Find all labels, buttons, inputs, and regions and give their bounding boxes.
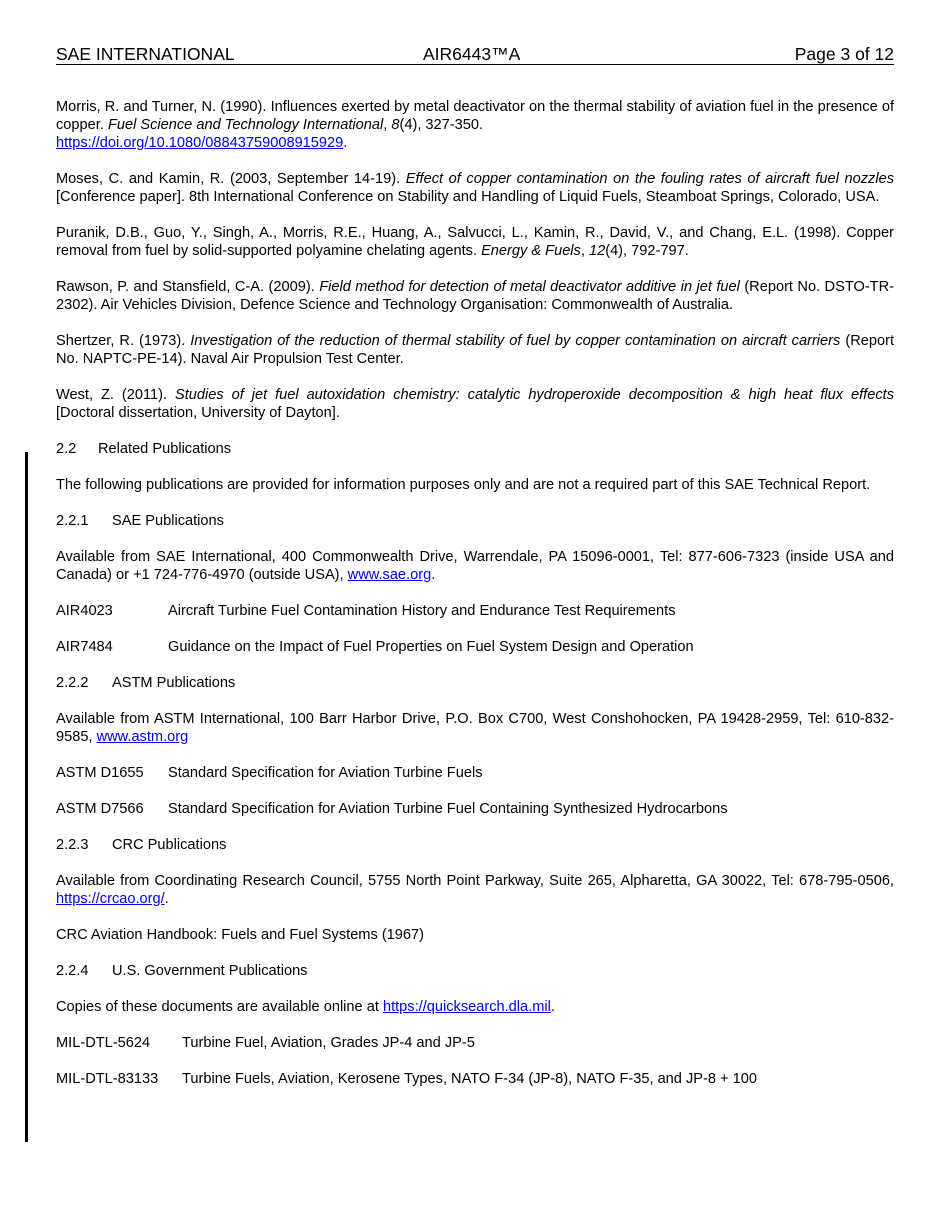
gov-availability	[56, 998, 894, 1016]
ref-authors: Rawson, P. and Stansfield, C-A. (2009).	[56, 279, 320, 295]
ref-authors: Shertzer, R. (1973).	[56, 333, 191, 349]
crc-availability	[56, 872, 894, 908]
doc-entry-astm-d1655	[56, 764, 894, 782]
section-heading-2-2	[56, 440, 894, 458]
availability-text: Available from SAE International, 400 Commonwealth Drive, Warrendale, PA 15096-0001, Tel: 877-606-7323 (inside USA and Canada) or +1 724-776-4970 (outside USA),	[56, 549, 894, 583]
ref-title: Effect of copper contamination on the fouling rates of aircraft fuel nozzles	[405, 171, 894, 187]
availability-text: Copies of these documents are available online at	[56, 999, 383, 1015]
reference-west	[56, 386, 894, 422]
doc-title: Guidance on the Impact of Fuel Properties on Fuel System Design and Operation	[168, 639, 694, 655]
ref-volume: 12	[588, 243, 606, 259]
ref-authors: Puranik, D.B., Guo, Y., Singh, A., Morris, R.E., Huang, A., Salvucci, L., Kamin, R., David, V., and Chang, E.L. (1998). Copper removal from fuel by solid-supported polyamine chelating agents.	[56, 225, 894, 259]
reference-moses	[56, 170, 894, 206]
ref-details: (Report No. NAPTC-PE-14). Naval Air Propulsion Test Center.	[56, 333, 894, 367]
doc-code: MIL-DTL-5624	[56, 1035, 151, 1051]
reference-shertzer	[56, 332, 894, 368]
doc-entry-mil-dtl-5624	[56, 1034, 894, 1052]
crc-website-link[interactable]: https://crcao.org/	[56, 891, 165, 907]
section-title: U.S. Government Publications	[112, 963, 308, 979]
header-org: SAE INTERNATIONAL	[56, 44, 235, 64]
doc-code: MIL-DTL-83133	[56, 1071, 159, 1087]
ref-title: Field method for detection of metal deactivator additive in jet fuel	[319, 279, 740, 295]
availability-text: Available from Coordinating Research Council, 5755 North Point Parkway, Suite 265, Alpharetta, GA 30022, Tel: 678-795-0506,	[56, 873, 894, 889]
ref-period: .	[343, 135, 348, 151]
section-number: 2.2.1	[56, 513, 89, 529]
ref-authors: West, Z. (2011).	[56, 387, 175, 403]
crc-handbook-entry: CRC Aviation Handbook: Fuels and Fuel Systems (1967)	[56, 927, 425, 943]
section-heading-2-2-1	[56, 512, 894, 530]
ref-journal: Fuel Science and Technology International	[107, 117, 384, 133]
doc-title: Standard Specification for Aviation Turbine Fuel Containing Synthesized Hydrocarbons	[168, 801, 728, 817]
reference-puranik	[56, 224, 894, 260]
doc-title: Standard Specification for Aviation Turbine Fuels	[168, 765, 483, 781]
ref-sep: ,	[580, 243, 589, 259]
header-page-number: Page 3 of 12	[794, 44, 894, 64]
section-heading-2-2-4	[56, 962, 894, 980]
ref-details: (Report No. DSTO-TR-2302). Air Vehicles Division, Defence Science and Technology Organisation: Commonwealth of Australia.	[56, 279, 894, 313]
ref-authors: Moses, C. and Kamin, R. (2003, September 14-19).	[56, 171, 406, 187]
page-header	[56, 44, 894, 65]
doc-code: ASTM D1655	[56, 765, 144, 781]
section-title: Related Publications	[98, 441, 232, 457]
revision-change-bar	[25, 452, 28, 1142]
ref-pages: (4), 792-797.	[605, 243, 689, 259]
doc-entry-astm-d7566	[56, 800, 894, 818]
section-heading-2-2-2	[56, 674, 894, 692]
reference-morris	[56, 98, 894, 152]
period: .	[550, 999, 555, 1015]
section-number: 2.2.2	[56, 675, 89, 691]
section-title: SAE Publications	[112, 513, 224, 529]
page-content	[56, 98, 894, 1106]
doc-code: ASTM D7566	[56, 801, 144, 817]
ref-title: Investigation of the reduction of thermal stability of fuel by copper contamination on aircraft carriers	[190, 333, 841, 349]
doc-title: Turbine Fuels, Aviation, Kerosene Types, NATO F-34 (JP-8), NATO F-35, and JP-8 + 100	[182, 1071, 757, 1087]
related-publications-intro: The following publications are provided for information purposes only and are not a required part of this SAE Technical Report.	[56, 477, 871, 493]
doc-title: Aircraft Turbine Fuel Contamination History and Endurance Test Requirements	[168, 603, 676, 619]
ref-volume: 8	[391, 117, 400, 133]
astm-website-link[interactable]: www.astm.org	[96, 729, 189, 745]
doc-code: AIR7484	[56, 639, 113, 655]
sae-availability	[56, 548, 894, 584]
sae-website-link[interactable]: www.sae.org	[347, 567, 432, 583]
doi-link[interactable]: https://doi.org/10.1080/08843759008915929	[56, 135, 344, 151]
section-title: CRC Publications	[112, 837, 227, 853]
reference-rawson	[56, 278, 894, 314]
ref-journal: Energy & Fuels	[481, 243, 581, 259]
quicksearch-link[interactable]: https://quicksearch.dla.mil	[382, 999, 551, 1015]
astm-availability	[56, 710, 894, 746]
period: .	[164, 891, 169, 907]
doc-entry-mil-dtl-83133	[56, 1070, 894, 1088]
ref-details: [Conference paper]. 8th International Conference on Stability and Handling of Liquid Fuels, Steamboat Springs, Colorado, USA.	[56, 189, 880, 205]
ref-sep: ,	[383, 117, 392, 133]
doc-entry-air4023	[56, 602, 894, 620]
section-number: 2.2.3	[56, 837, 89, 853]
doc-title: Turbine Fuel, Aviation, Grades JP-4 and JP-5	[182, 1035, 475, 1051]
section-heading-2-2-3	[56, 836, 894, 854]
doc-entry-air7484	[56, 638, 894, 656]
availability-text: Available from ASTM International, 100 Barr Harbor Drive, P.O. Box C700, West Conshohocken, PA 19428-2959, Tel: 610-832-9585,	[56, 711, 894, 745]
section-number: 2.2	[56, 441, 77, 457]
period: .	[431, 567, 436, 583]
section-title: ASTM Publications	[112, 675, 236, 691]
ref-title: Studies of jet fuel autoxidation chemistry: catalytic hydroperoxide decomposition & high heat flux effects	[175, 387, 894, 403]
doc-code: AIR4023	[56, 603, 113, 619]
header-doc-number: AIR6443™A	[423, 44, 521, 64]
ref-authors: Morris, R. and Turner, N. (1990). Influences exerted by metal deactivator on the thermal stability of aviation fuel in the presence of copper.	[56, 99, 894, 133]
section-number: 2.2.4	[56, 963, 89, 979]
ref-details: [Doctoral dissertation, University of Dayton].	[56, 405, 340, 421]
ref-pages: (4), 327-350.	[399, 117, 484, 133]
